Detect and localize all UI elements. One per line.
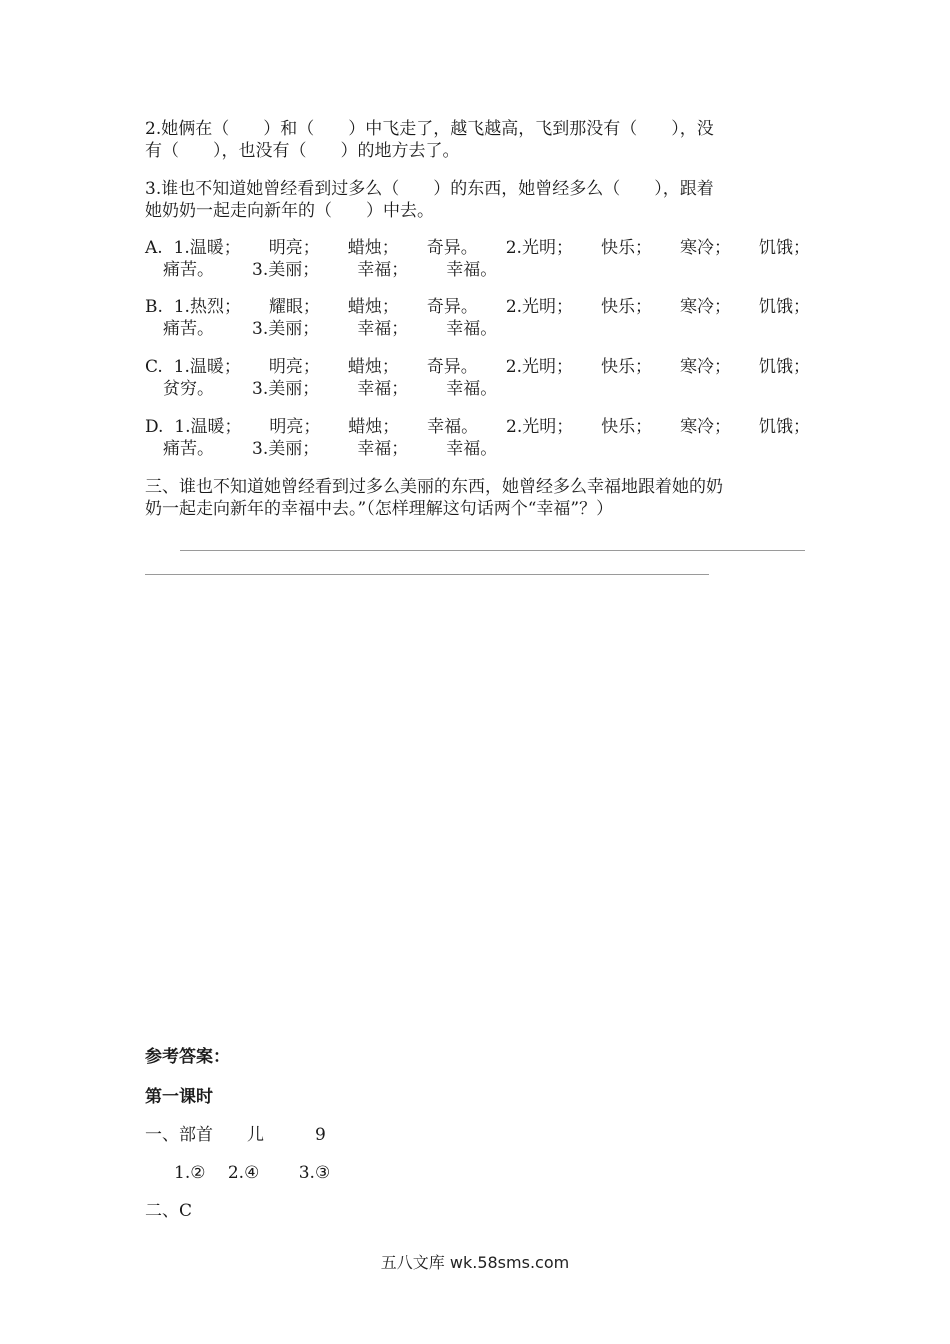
- option-item: 寒冷；: [679, 238, 731, 258]
- option-item: 3.美丽；: [252, 439, 320, 459]
- option-item: 痛苦。: [163, 260, 214, 280]
- option-item: 3.美丽；: [252, 379, 320, 399]
- question-2: [145, 118, 805, 162]
- option-item: 幸福；: [357, 379, 409, 399]
- option-item: 痛苦。: [163, 319, 214, 339]
- option-item: 明亮；: [268, 357, 320, 377]
- answers-heading: 参考答案：: [145, 1047, 230, 1067]
- option-item: 饥饿；: [758, 357, 810, 377]
- option-b-row-2: [145, 318, 810, 340]
- option-item: 蜡烛；: [347, 357, 399, 377]
- answers-part-2: 二、C: [145, 1201, 193, 1221]
- question-2-line-1: 2.她俩在（ ）和（ ）中飞走了，越飞越高，飞到那没有（ ），没: [145, 119, 714, 139]
- option-item: 幸福；: [357, 319, 409, 339]
- option-item: 幸福。: [446, 319, 498, 339]
- answers-part-1: 一、部首 儿 9: [145, 1125, 326, 1145]
- answer-blank-line-2: [145, 574, 709, 575]
- option-item: 2.光明；: [506, 417, 574, 437]
- option-item: 幸福。: [446, 260, 498, 280]
- option-d-row-2: [145, 438, 810, 460]
- option-item: 3.美丽；: [252, 319, 320, 339]
- option-a-row-2: [145, 259, 810, 281]
- option-item: 耀眼；: [268, 297, 320, 317]
- answers-part-1-sub: 1.② 2.④ 3.③: [174, 1163, 331, 1183]
- option-b-row-1: [145, 296, 810, 318]
- option-item: 幸福。: [446, 439, 498, 459]
- option-item: 明亮；: [269, 417, 321, 437]
- option-item: 幸福。: [427, 417, 479, 437]
- option-item: 奇异。: [426, 297, 478, 317]
- option-item: 快乐；: [600, 238, 652, 258]
- question-2-line-2: 有（ ），也没有（ ）的地方去了。: [145, 141, 460, 161]
- option-item: 幸福。: [446, 379, 498, 399]
- option-item: 快乐；: [601, 297, 653, 317]
- option-a-row-1: [145, 237, 810, 259]
- option-item: 3.美丽；: [252, 260, 320, 280]
- section-3-line-2: 奶一起走向新年的幸福中去。”（怎样理解这句话两个“幸福”？）: [145, 499, 614, 519]
- option-item: 明亮；: [268, 238, 320, 258]
- option-c-row-1: [145, 356, 810, 378]
- option-item: 痛苦。: [163, 439, 214, 459]
- option-letter: C.: [145, 357, 163, 377]
- option-item: 蜡烛；: [347, 238, 399, 258]
- option-letter: A.: [145, 238, 163, 258]
- option-item: 蜡烛；: [348, 417, 400, 437]
- option-letter: B.: [145, 297, 163, 317]
- option-b: [145, 296, 810, 340]
- option-item: 2.光明；: [505, 297, 574, 317]
- option-item: 1.温暖；: [173, 238, 241, 258]
- option-d-row-1: [145, 416, 810, 438]
- option-item: 寒冷；: [680, 357, 731, 377]
- answers-lesson-title: 第一课时: [145, 1087, 213, 1107]
- option-item: 幸福；: [357, 260, 409, 280]
- option-item: 奇异。: [426, 238, 478, 258]
- option-d: [145, 416, 810, 460]
- option-c-row-2: [145, 378, 810, 400]
- option-item: 寒冷；: [680, 417, 732, 437]
- footer-watermark: 五八文库 wk.58sms.com: [380, 1253, 570, 1272]
- question-3-line-2: 她奶奶一起走向新年的（ ）中去。: [145, 201, 434, 221]
- option-item: 饥饿；: [758, 297, 810, 317]
- option-c: [145, 356, 810, 400]
- option-item: 寒冷；: [680, 297, 731, 317]
- option-item: 饥饿；: [758, 417, 810, 437]
- option-item: 2.光明；: [505, 357, 574, 377]
- option-item: 贫穷。: [163, 379, 214, 399]
- option-item: 饥饿；: [758, 238, 810, 258]
- option-item: 快乐；: [601, 417, 653, 437]
- option-item: 幸福；: [357, 439, 409, 459]
- section-3-question: [145, 476, 805, 520]
- option-item: 1.温暖；: [173, 357, 241, 377]
- question-3-line-1: 3.谁也不知道她曾经看到过多么（ ）的东西，她曾经多么（ ），跟着: [145, 179, 714, 199]
- option-item: 2.光明；: [505, 238, 573, 258]
- option-item: 1.温暖；: [174, 417, 242, 437]
- option-item: 1.热烈；: [173, 297, 241, 317]
- option-item: 奇异。: [426, 357, 478, 377]
- option-item: 蜡烛；: [347, 297, 399, 317]
- question-3: [145, 178, 805, 222]
- section-3-line-1: 三、谁也不知道她曾经看到过多么美丽的东西，她曾经多么幸福地跟着她的奶: [145, 477, 723, 497]
- option-a: [145, 237, 810, 281]
- answer-blank-line-1: [180, 550, 805, 551]
- option-item: 快乐；: [601, 357, 653, 377]
- option-letter: D.: [145, 417, 164, 437]
